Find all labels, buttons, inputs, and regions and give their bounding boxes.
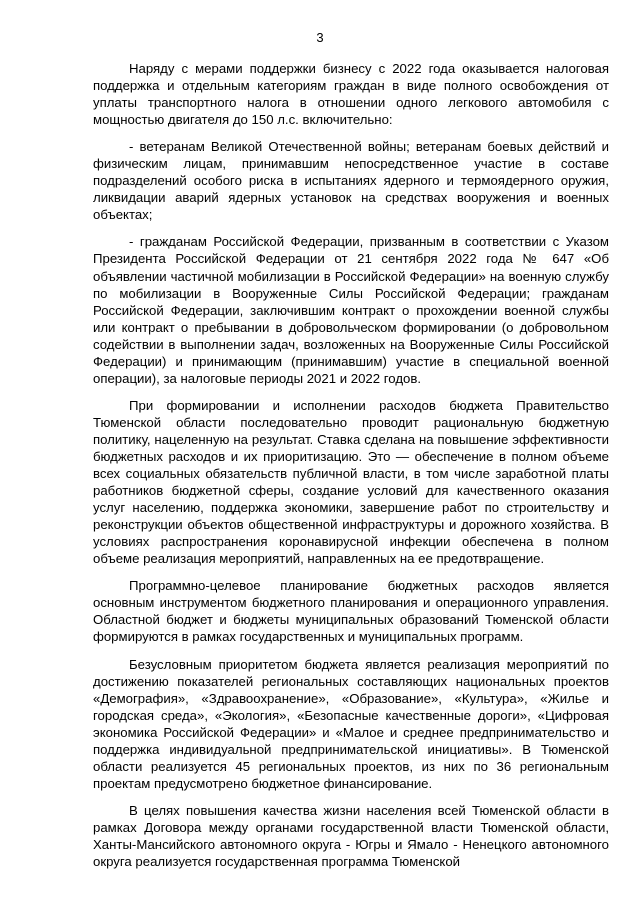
- paragraph-tax-support: Наряду с мерами поддержки бизнесу с 2022 года оказывается налоговая поддержка и отдельным категориям граждан в виде полного освобождения от уплаты транспортного налога в отношении одного легкового автомобиля с мощностью двигателя до 150 л.с. включительно:: [93, 61, 609, 128]
- paragraph-veterans: - ветеранам Великой Отечественной войны; ветеранам боевых действий и физическим лицам, принимавшим непосредственное участие в составе подразделений особого риска в испытаниях ядерного и термоядерного оружия, ликвидации аварий ядерных установок на средствах вооружения и военных объектах;: [93, 139, 609, 223]
- paragraph-budget-policy: При формировании и исполнении расходов бюджета Правительство Тюменской области последовательно проводит рациональную бюджетную политику, нацеленную на результат. Ставка сделана на повышение эффективности бюджетных расходов и их приоритизацию. Это — обеспечение в полном объеме всех социальных обязательств публичной власти, в том числе заработной платы работников бюджетной сферы, создание условий для качественного оказания услуг населению, поддержка экономики, завершение работ по строительству и реконструкции объектов общественной инфраструктуры и дорожного хозяйства. В условиях распространения коронавирусной инфекции обеспечена в полном объеме реализация мероприятий, направленных на ее предотвращение.: [93, 397, 609, 567]
- paragraph-mobilized-citizens: - гражданам Российской Федерации, призванным в соответствии с Указом Президента Российской Федерации от 21 сентября 2022 года № 647 «Об объявлении частичной мобилизации в Российской Федерации» на военную службу по мобилизации в Вооруженные Силы Российской Федерации; гражданам Российской Федерации, заключившим контракт о прохождении военной службы или контракт о пребывании в добровольческом формировании (о добровольном содействии в выполнении задач, возложенных на Вооруженные Силы Российской Федерации) и принимающим (принимавшим) участие в специальной военной операции), за налоговые периоды 2021 и 2022 годов.: [93, 234, 609, 386]
- paragraph-program-planning: Программно-целевое планирование бюджетных расходов является основным инструментом бюджетного планирования и операционного управления. Областной бюджет и бюджеты муниципальных образований Тюменской области формируются в рамках государственных и муниципальных программ.: [93, 578, 609, 645]
- document-body: [93, 60, 609, 880]
- page-number: 3: [316, 30, 324, 45]
- paragraph-national-projects: Безусловным приоритетом бюджета является реализация мероприятий по достижению показателей региональных составляющих национальных проектов «Демография», «Здравоохранение», «Образование», «Культура», «Жилье и городская среда», «Экология», «Безопасные качественные дороги», «Цифровая экономика Российской Федерации» и «Малое и среднее предпринимательство и поддержка индивидуальной предпринимательской инициативы». В Тюменской области реализуется 45 региональных проектов, из них по 36 региональным проектам предусмотрено бюджетное финансирование.: [93, 656, 609, 791]
- paragraph-regional-program: В целях повышения качества жизни населения всей Тюменской области в рамках Договора между органами государственной власти Тюменской области, Ханты-Мансийского автономного округа - Югры и Ямало - Ненецкого автономного округа реализуется государственная программа Тюменской: [93, 802, 609, 870]
